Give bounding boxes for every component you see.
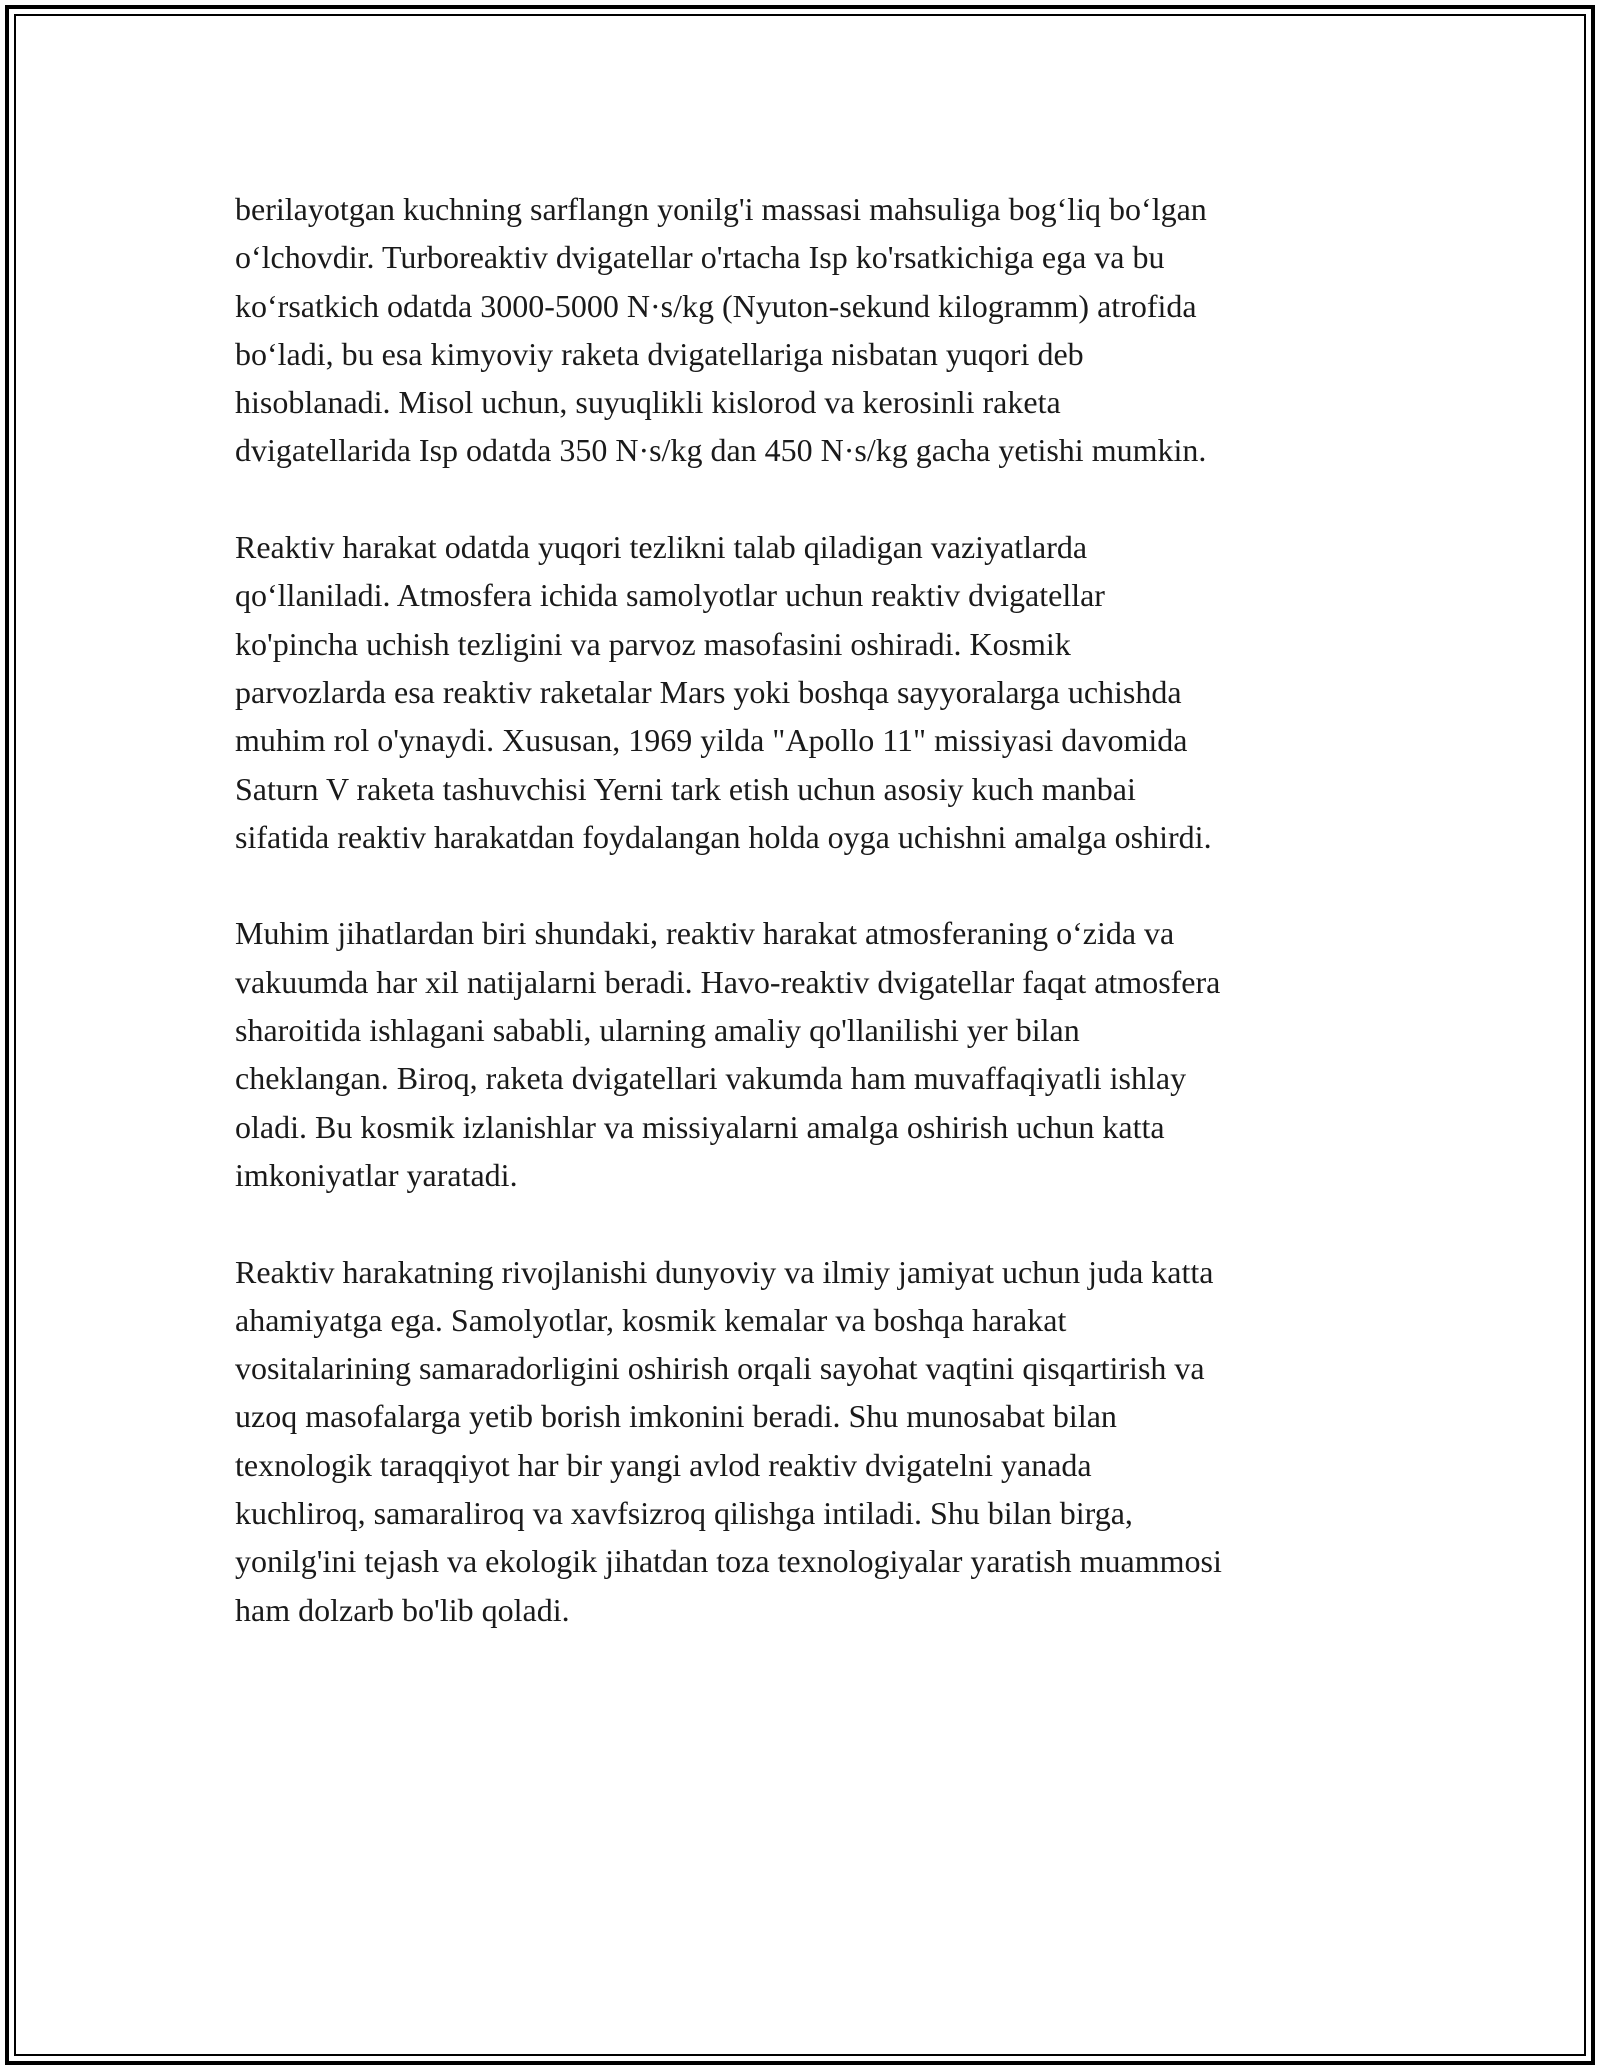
document-body [235, 185, 1375, 1634]
paragraph-2: Reaktiv harakat odatda yuqori tezlikni talab qiladigan vaziyatlarda qo‘llaniladi. Atmosfera ichida samolyotlar uchun reaktiv dvigatellar ko'pincha uchish tezligini va parvoz masofasini oshiradi. Kosmik parvozlarda esa reaktiv raketalar Mars yoki boshqa sayyoralarga uchishda muhim rol o'ynaydi. Xususan, 1969 yilda "Apollo 11" missiyasi davomida Saturn V raketa tashuvchisi Yerni tark etish uchun asosiy kuch manbai sifatida reaktiv harakatdan foydalangan holda oyga uchishni amalga oshirdi. [235, 529, 1212, 855]
paragraph-1: berilayotgan kuchning sarflangn yonilg'i massasi mahsuliga bog‘liq bo‘lgan o‘lchovdir. Turboreaktiv dvigatellar o'rtacha Isp ko'rsatkichiga ega va bu ko‘rsatkich odatda 3000-5000 N·s/kg (Nyuton-sekund kilogramm) atrofida bo‘ladi, bu esa kimyoviy raketa dvigatellariga nisbatan yuqori deb hisoblanadi. Misol uchun, suyuqlikli kislorod va kerosinli raketa dvigatellarida Isp odatda 350 N·s/kg dan 450 N·s/kg gacha yetishi mumkin. [235, 191, 1207, 469]
paragraph-3: Muhim jihatlardan biri shundaki, reaktiv harakat atmosferaning o‘zida va vakuumda har xil natijalarni beradi. Havo-reaktiv dvigatellar faqat atmosfera sharoitida ishlagani sababli, ularning amaliy qo'llanilishi yer bilan cheklangan. Biroq, raketa dvigatellari vakumda ham muvaffaqiyatli ishlay oladi. Bu kosmik izlanishlar va missiyalarni amalga oshirish uchun katta imkoniyatlar yaratadi. [235, 915, 1221, 1193]
paragraph-4: Reaktiv harakatning rivojlanishi dunyoviy va ilmiy jamiyat uchun juda katta ahamiyatga ega. Samolyotlar, kosmik kemalar va boshqa harakat vositalarining samaradorligini oshirish orqali sayohat vaqtini qisqartirish va uzoq masofalarga yetib borish imkonini beradi. Shu munosabat bilan texnologik taraqqiyot har bir yangi avlod reaktiv dvigatelni yanada kuchliroq, samaraliroq va xavfsizroq qilishga intiladi. Shu bilan birga, yonilg'ini tejash va ekologik jihatdan toza texnologiyalar yaratish muammosi ham dolzarb bo'lib qoladi. [235, 1253, 1222, 1628]
